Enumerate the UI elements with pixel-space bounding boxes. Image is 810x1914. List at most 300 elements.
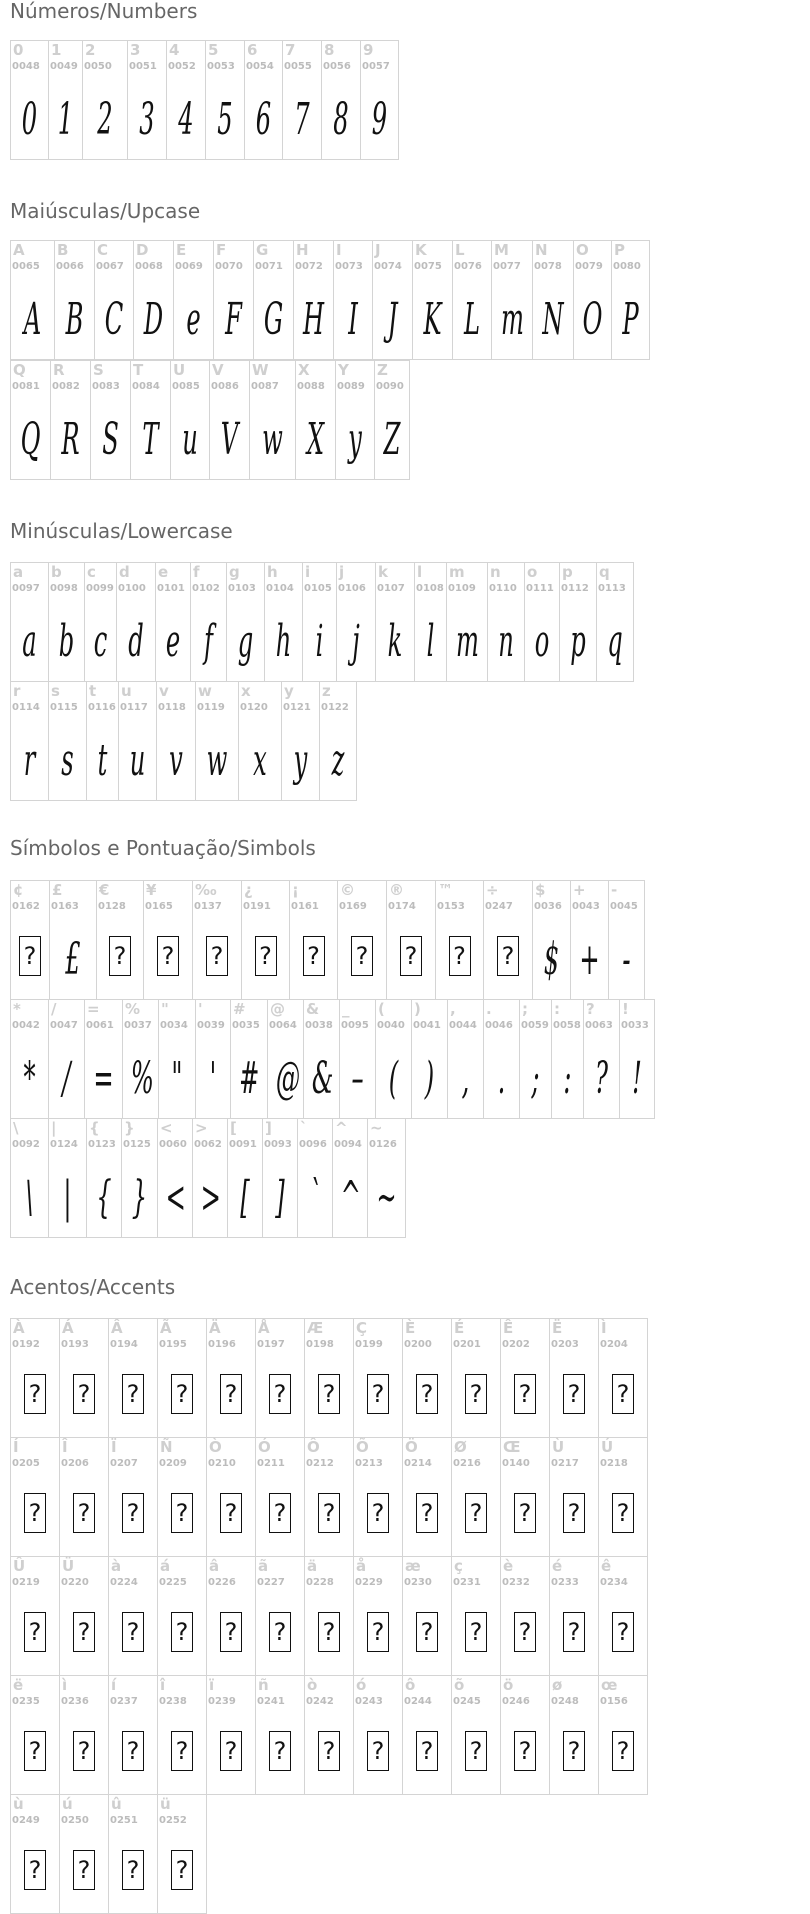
character-label: Ó — [258, 1438, 271, 1456]
glyph-cell — [483, 880, 533, 1000]
glyph-cell — [414, 562, 447, 682]
glyph-sample: & — [311, 1053, 334, 1104]
glyph-sample: 6 — [255, 94, 272, 145]
character-code: 0235 — [12, 1696, 40, 1707]
character-code: 0051 — [129, 61, 157, 72]
glyph-cell — [303, 999, 340, 1119]
character-label: Ö — [405, 1438, 418, 1456]
glyph-cell — [10, 681, 49, 801]
character-label: ì — [62, 1676, 68, 1694]
glyph-cell — [59, 1318, 109, 1438]
glyph-row — [10, 360, 410, 480]
glyph-sample: w — [206, 735, 228, 786]
missing-glyph-box: ? — [416, 1731, 438, 1771]
glyph-sample: m — [456, 616, 479, 667]
character-code: 0205 — [12, 1458, 40, 1469]
character-label: S — [93, 361, 104, 379]
glyph-sample: 3 — [139, 94, 155, 145]
glyph-sample: ~ — [376, 1172, 397, 1223]
character-label: á — [160, 1557, 171, 1575]
character-code: 0061 — [86, 1020, 114, 1031]
character-label: | — [51, 1119, 57, 1137]
section-title: Acentos/Accents — [10, 1275, 176, 1299]
glyph-cell — [611, 240, 650, 360]
character-code: 0140 — [502, 1458, 530, 1469]
missing-glyph-box: ? — [171, 1850, 193, 1890]
character-label: ) — [414, 1000, 421, 1018]
character-label: ÷ — [486, 881, 499, 899]
character-label: ; — [522, 1000, 528, 1018]
character-label: Ò — [209, 1438, 222, 1456]
glyph-cell — [158, 999, 196, 1119]
glyph-sample: + — [579, 934, 600, 985]
missing-glyph-box: ? — [351, 936, 373, 976]
glyph-cell — [190, 562, 227, 682]
glyph-sample: \ — [25, 1172, 34, 1223]
character-label: ó — [356, 1676, 367, 1694]
glyph-cell — [570, 880, 609, 1000]
missing-glyph-box: ? — [400, 936, 422, 976]
glyph-cell — [339, 999, 376, 1119]
glyph-cell — [596, 562, 634, 682]
glyph-cell — [122, 999, 159, 1119]
glyph-cell — [10, 1556, 60, 1676]
glyph-cell — [295, 360, 336, 480]
glyph-cell — [173, 240, 214, 360]
character-label: D — [136, 241, 149, 259]
missing-glyph-box: ? — [24, 1850, 46, 1890]
character-code: 0227 — [257, 1577, 285, 1588]
missing-glyph-box: ? — [497, 936, 519, 976]
character-code: 0077 — [493, 261, 521, 272]
character-code: 0093 — [264, 1139, 292, 1150]
glyph-cell — [353, 1675, 403, 1795]
missing-glyph-box: ? — [24, 1493, 46, 1533]
character-code: 0248 — [551, 1696, 579, 1707]
character-code: 0229 — [355, 1577, 383, 1588]
character-code: 0114 — [12, 702, 40, 713]
character-code: 0193 — [61, 1339, 89, 1350]
character-label: F — [216, 241, 227, 259]
glyph-cell — [353, 1318, 403, 1438]
character-label: O — [576, 241, 589, 259]
character-code: 0196 — [208, 1339, 236, 1350]
character-code: 0076 — [454, 261, 482, 272]
character-code: 0119 — [197, 702, 225, 713]
character-label: % — [125, 1000, 141, 1018]
section-title: Números/Numbers — [10, 0, 198, 23]
glyph-cell — [59, 1556, 109, 1676]
glyph-cell — [483, 999, 520, 1119]
missing-glyph-box: ? — [122, 1850, 144, 1890]
section-header — [10, 200, 200, 222]
character-label: é — [552, 1557, 563, 1575]
character-code: 0035 — [232, 1020, 260, 1031]
character-label: 4 — [169, 41, 180, 59]
character-label: ã — [258, 1557, 269, 1575]
glyph-cell — [166, 40, 206, 160]
character-code: 0200 — [404, 1339, 432, 1350]
glyph-sample: # — [239, 1053, 260, 1104]
section-title: Símbolos e Pontuação/Simbols — [10, 836, 316, 860]
glyph-sample: 1 — [57, 94, 74, 145]
glyph-cell — [249, 360, 296, 480]
glyph-cell — [532, 240, 574, 360]
glyph-cell — [226, 562, 265, 682]
glyph-sample: ) — [424, 1053, 435, 1104]
character-label: Ç — [356, 1319, 368, 1337]
character-code: 0075 — [414, 261, 442, 272]
character-code: 0052 — [168, 61, 196, 72]
character-code: 0062 — [194, 1139, 222, 1150]
character-label: ú — [62, 1795, 73, 1813]
character-code: 0042 — [12, 1020, 40, 1031]
character-label: Å — [258, 1319, 270, 1337]
glyph-cell — [108, 1794, 158, 1914]
character-label: / — [51, 1000, 57, 1018]
missing-glyph-box: ? — [73, 1850, 95, 1890]
character-label: õ — [454, 1676, 465, 1694]
character-label: ç — [454, 1557, 463, 1575]
character-code: 0072 — [295, 261, 323, 272]
character-code: 0067 — [96, 261, 124, 272]
character-label: s — [51, 682, 60, 700]
character-code: 0083 — [92, 381, 120, 392]
character-code: 0224 — [110, 1577, 138, 1588]
character-code: 0216 — [453, 1458, 481, 1469]
glyph-cell — [319, 681, 357, 801]
missing-glyph-box: ? — [73, 1374, 95, 1414]
character-label: ¢ — [13, 881, 24, 899]
glyph-cell — [195, 999, 231, 1119]
character-code: 0094 — [334, 1139, 362, 1150]
glyph-cell — [304, 1437, 354, 1557]
glyph-cell — [608, 880, 645, 1000]
glyph-cell — [304, 1675, 354, 1795]
glyph-sample: r — [23, 735, 36, 786]
character-code: 0036 — [534, 901, 562, 912]
section-header — [10, 837, 316, 859]
character-code: 0125 — [123, 1139, 151, 1150]
character-label: © — [340, 881, 355, 899]
character-label: â — [209, 1557, 220, 1575]
character-code: 0050 — [84, 61, 112, 72]
missing-glyph-box: ? — [109, 936, 131, 976]
glyph-cell — [192, 880, 242, 1000]
section-title: Minúsculas/Lowercase — [10, 519, 233, 543]
character-label: Ú — [601, 1438, 614, 1456]
glyph-row — [10, 1675, 648, 1795]
missing-glyph-box: ? — [122, 1731, 144, 1771]
glyph-sample: ? — [595, 1053, 608, 1104]
character-code: 0095 — [341, 1020, 369, 1031]
character-code: 0236 — [61, 1696, 89, 1707]
missing-glyph-box: ? — [318, 1612, 340, 1652]
glyph-cell — [48, 562, 85, 682]
glyph-row — [10, 1318, 648, 1438]
character-code: 0238 — [159, 1696, 187, 1707]
character-code: 0064 — [269, 1020, 297, 1031]
glyph-sample: q — [607, 616, 623, 667]
glyph-sample: ' — [209, 1053, 217, 1104]
character-label: l — [417, 563, 423, 581]
character-code: 0120 — [240, 702, 268, 713]
character-label: ¿ — [244, 881, 253, 899]
glyph-cell — [386, 880, 436, 1000]
glyph-cell — [50, 360, 91, 480]
character-label: ! — [622, 1000, 629, 1018]
missing-glyph-box: ? — [514, 1612, 536, 1652]
character-code: 0092 — [12, 1139, 40, 1150]
missing-glyph-box: ? — [367, 1731, 389, 1771]
glyph-sample: s — [61, 735, 74, 786]
character-label: W — [252, 361, 269, 379]
missing-glyph-box: ? — [563, 1374, 585, 1414]
glyph-sample: B — [65, 294, 84, 345]
character-code: 0161 — [291, 901, 319, 912]
character-code: 0046 — [485, 1020, 513, 1031]
glyph-sample: R — [61, 414, 80, 465]
glyph-sample: 7 — [294, 94, 310, 145]
missing-glyph-box: ? — [171, 1612, 193, 1652]
character-code: 0040 — [377, 1020, 405, 1031]
character-label: Ä — [209, 1319, 221, 1337]
glyph-sample: ( — [388, 1053, 399, 1104]
character-code: 0039 — [197, 1020, 225, 1031]
character-code: 0191 — [243, 901, 271, 912]
character-code: 0071 — [255, 261, 283, 272]
character-code: 0126 — [369, 1139, 397, 1150]
glyph-sample: P — [622, 294, 639, 345]
character-code: 0097 — [12, 583, 40, 594]
character-label: Ï — [111, 1438, 117, 1456]
missing-glyph-box: ? — [318, 1731, 340, 1771]
glyph-cell — [255, 1556, 305, 1676]
character-label: œ — [601, 1676, 618, 1694]
character-label: ` — [300, 1119, 308, 1137]
glyph-cell — [451, 1437, 501, 1557]
glyph-sample: z — [331, 735, 345, 786]
character-label: ö — [503, 1676, 514, 1694]
character-code: 0045 — [610, 901, 638, 912]
character-code: 0234 — [600, 1577, 628, 1588]
character-label: _ — [342, 1000, 350, 1018]
character-code: 0063 — [585, 1020, 613, 1031]
character-label: f — [193, 563, 200, 581]
glyph-row — [10, 240, 650, 360]
glyph-sample: { — [96, 1172, 112, 1223]
character-code: 0118 — [158, 702, 186, 713]
character-label: ä — [307, 1557, 318, 1575]
glyph-cell — [206, 1556, 256, 1676]
character-code: 0102 — [192, 583, 220, 594]
glyph-cell — [598, 1318, 648, 1438]
character-label: ï — [209, 1676, 215, 1694]
glyph-cell — [96, 880, 144, 1000]
character-code: 0203 — [551, 1339, 579, 1350]
character-label: Ø — [454, 1438, 467, 1456]
character-code: 0230 — [404, 1577, 432, 1588]
character-code: 0041 — [413, 1020, 441, 1031]
glyph-cell — [54, 240, 95, 360]
missing-glyph-box: ? — [367, 1493, 389, 1533]
character-code: 0100 — [118, 583, 146, 594]
character-label: < — [160, 1119, 173, 1137]
glyph-sample: % — [130, 1053, 154, 1104]
character-label: ‰ — [195, 881, 217, 899]
character-code: 0206 — [61, 1458, 89, 1469]
character-label: = — [87, 1000, 100, 1018]
glyph-sample: £ — [65, 934, 81, 985]
glyph-sample: o — [534, 616, 550, 667]
glyph-cell — [435, 880, 484, 1000]
character-code: 0049 — [50, 61, 78, 72]
glyph-sample: L — [463, 294, 481, 345]
character-code: 0218 — [600, 1458, 628, 1469]
character-label: C — [97, 241, 109, 259]
glyph-cell — [451, 1675, 501, 1795]
glyph-row — [10, 1437, 648, 1557]
missing-glyph-box: ? — [563, 1731, 585, 1771]
character-label: @ — [270, 1000, 285, 1018]
glyph-cell — [500, 1675, 550, 1795]
character-label: I — [336, 241, 342, 259]
glyph-sample: D — [143, 294, 164, 345]
character-code: 0163 — [51, 901, 79, 912]
glyph-sample: < — [165, 1172, 186, 1223]
glyph-sample: F — [225, 294, 242, 345]
character-label: $ — [535, 881, 546, 899]
glyph-sample: 8 — [333, 94, 349, 145]
character-code: 0065 — [12, 261, 40, 272]
missing-glyph-box: ? — [416, 1493, 438, 1533]
character-code: 0214 — [404, 1458, 432, 1469]
character-code: 0239 — [208, 1696, 236, 1707]
missing-glyph-box: ? — [220, 1612, 242, 1652]
glyph-cell — [598, 1556, 648, 1676]
character-label: Õ — [356, 1438, 369, 1456]
character-label: n — [490, 563, 501, 581]
glyph-cell — [500, 1437, 550, 1557]
glyph-cell — [48, 1118, 87, 1238]
character-label: À — [13, 1319, 25, 1337]
glyph-cell — [86, 681, 119, 801]
character-code: 0217 — [551, 1458, 579, 1469]
glyph-cell — [402, 1318, 452, 1438]
glyph-cell — [108, 1556, 158, 1676]
glyph-cell — [353, 1437, 403, 1557]
character-label: u — [121, 682, 132, 700]
glyph-cell — [549, 1318, 599, 1438]
character-label: ( — [378, 1000, 385, 1018]
character-label: # — [233, 1000, 246, 1018]
missing-glyph-box: ? — [465, 1612, 487, 1652]
character-code: 0081 — [12, 381, 40, 392]
character-label: î — [160, 1676, 166, 1694]
glyph-sample: k — [387, 616, 403, 667]
character-label: p — [562, 563, 573, 581]
character-code: 0104 — [266, 583, 294, 594]
character-code: 0128 — [98, 901, 126, 912]
character-label: y — [284, 682, 294, 700]
character-label: H — [296, 241, 309, 259]
character-label: Ü — [62, 1557, 75, 1575]
glyph-sample: Q — [20, 414, 41, 465]
character-label: Ë — [552, 1319, 563, 1337]
character-code: 0115 — [50, 702, 78, 713]
character-label: T — [133, 361, 144, 379]
missing-glyph-box: ? — [24, 1612, 46, 1652]
glyph-cell — [255, 1675, 305, 1795]
character-code: 0053 — [207, 61, 235, 72]
missing-glyph-box: ? — [24, 1374, 46, 1414]
missing-glyph-box: ? — [318, 1493, 340, 1533]
character-label: . — [486, 1000, 492, 1018]
glyph-cell — [244, 40, 283, 160]
glyph-sample: w — [262, 414, 283, 465]
character-code: 0054 — [246, 61, 274, 72]
glyph-cell — [10, 1118, 49, 1238]
character-label: æ — [405, 1557, 421, 1575]
glyph-sample: Z — [383, 414, 401, 465]
glyph-cell — [262, 1118, 298, 1238]
character-code: 0153 — [437, 901, 465, 912]
glyph-cell — [86, 1118, 122, 1238]
character-code: 0109 — [448, 583, 476, 594]
character-label: Û — [13, 1557, 26, 1575]
character-code: 0247 — [485, 901, 513, 912]
glyph-sample: T — [142, 414, 159, 465]
character-label: & — [306, 1000, 320, 1018]
character-label: G — [256, 241, 269, 259]
glyph-cell — [10, 1318, 60, 1438]
missing-glyph-box: ? — [122, 1612, 144, 1652]
character-code: 0204 — [600, 1339, 628, 1350]
character-code: 0074 — [374, 261, 402, 272]
glyph-sample: y — [348, 414, 362, 465]
character-label: È — [405, 1319, 416, 1337]
glyph-cell — [143, 880, 193, 1000]
character-label: 8 — [324, 41, 335, 59]
character-label: à — [111, 1557, 122, 1575]
missing-glyph-box: ? — [563, 1493, 585, 1533]
character-label: r — [13, 682, 21, 700]
missing-glyph-box: ? — [416, 1374, 438, 1414]
character-code: 0110 — [489, 583, 517, 594]
character-label: > — [195, 1119, 208, 1137]
character-code: 0199 — [355, 1339, 383, 1350]
character-label: w — [198, 682, 212, 700]
character-label: Ê — [503, 1319, 514, 1337]
glyph-cell — [447, 999, 484, 1119]
glyph-cell — [206, 1675, 256, 1795]
character-code: 0116 — [88, 702, 116, 713]
character-label: Â — [111, 1319, 123, 1337]
character-label: , — [450, 1000, 456, 1018]
character-label: Q — [13, 361, 26, 379]
character-label: J — [375, 241, 381, 259]
character-code: 0123 — [88, 1139, 116, 1150]
missing-glyph-box: ? — [122, 1374, 144, 1414]
character-code: 0251 — [110, 1815, 138, 1826]
glyph-cell — [451, 1556, 501, 1676]
character-label: í — [111, 1676, 117, 1694]
character-label: Î — [62, 1438, 68, 1456]
glyph-cell — [108, 1437, 158, 1557]
glyph-cell — [302, 562, 337, 682]
missing-glyph-box: ? — [269, 1493, 291, 1533]
glyph-cell — [374, 360, 410, 480]
